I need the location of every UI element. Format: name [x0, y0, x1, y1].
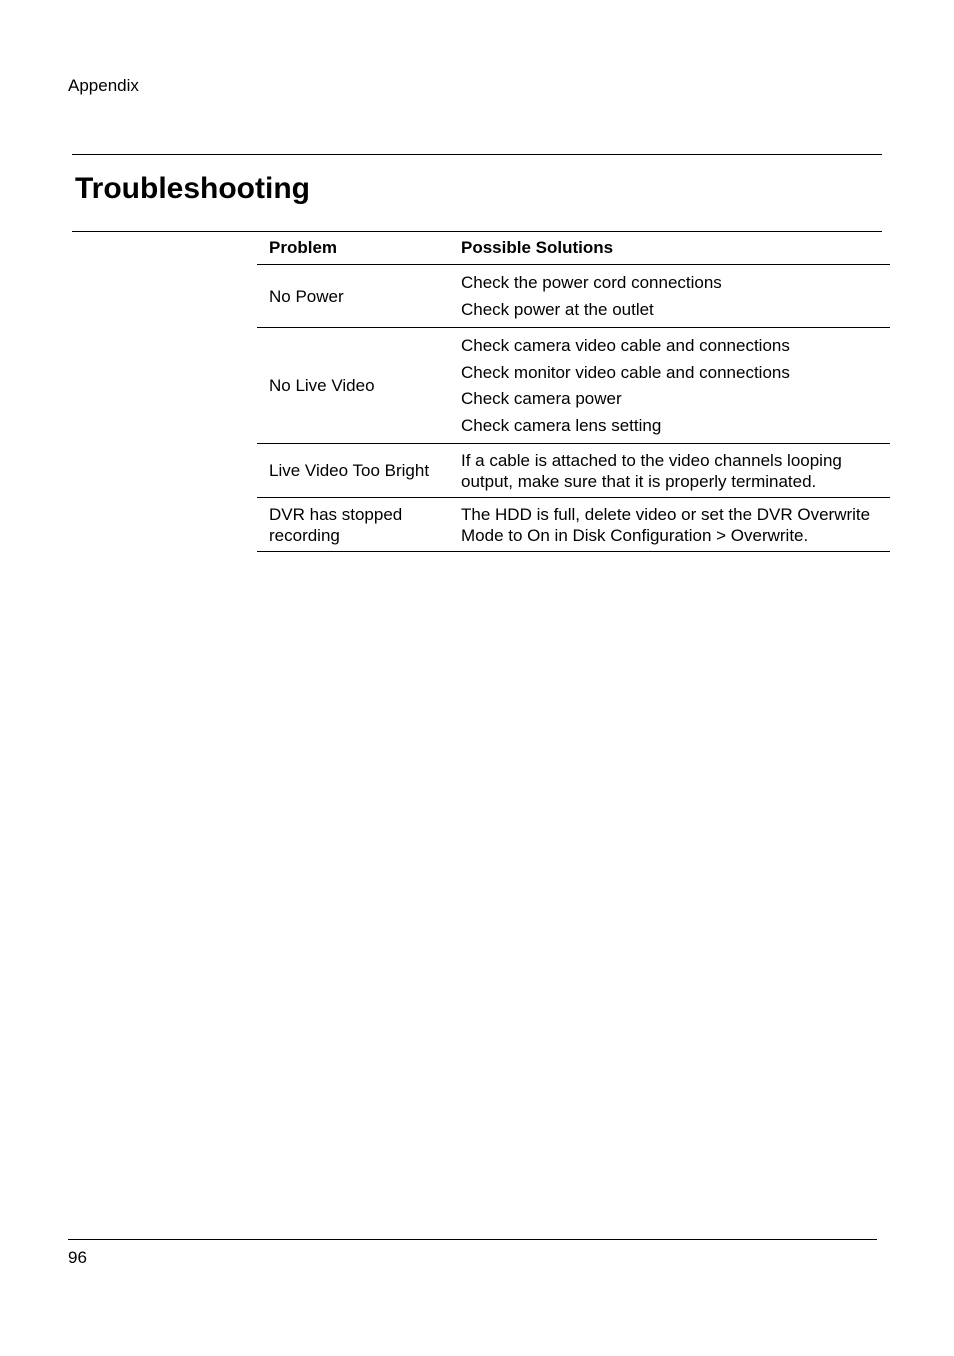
top-divider [72, 154, 882, 155]
solution-list [461, 265, 882, 327]
table-row [257, 498, 890, 552]
solution-text: If a cable is attached to the video channels looping output, make sure that it is properly terminated. [461, 451, 842, 491]
solution-item: Check monitor video cable and connections [461, 362, 790, 382]
table-header-row [257, 231, 890, 265]
solution-list [461, 328, 882, 443]
solutions-cell [449, 498, 890, 552]
column-header-solutions: Possible Solutions [449, 231, 890, 265]
table-row [257, 328, 890, 444]
table-row [257, 265, 890, 328]
running-header: Appendix [68, 76, 139, 95]
column-header-problem: Problem [257, 231, 449, 265]
solution-item: Check camera lens setting [461, 415, 662, 435]
problem-cell: No Live Video [257, 328, 449, 444]
problem-cell [257, 498, 449, 552]
page-number: 96 [68, 1248, 87, 1267]
problem-cell: Live Video Too Bright [257, 444, 449, 498]
footer-divider [68, 1239, 877, 1240]
problem-text: DVR has stopped recording [269, 505, 403, 545]
solution-text: The HDD is full, delete video or set the DVR Overwrite Mode to On in Disk Configuration > Overwrite. [461, 505, 871, 545]
solution-item: Check camera power [461, 389, 622, 408]
solutions-cell [449, 444, 890, 498]
troubleshooting-table [257, 231, 890, 552]
table-row [257, 444, 890, 498]
solution-item: Check power at the outlet [461, 299, 654, 319]
problem-cell: No Power [257, 265, 449, 328]
solution-item: Check camera video cable and connections [461, 336, 790, 355]
solutions-cell [449, 265, 890, 328]
solution-item: Check the power cord connections [461, 273, 722, 292]
page-title: Troubleshooting [75, 172, 310, 205]
solutions-cell [449, 328, 890, 444]
